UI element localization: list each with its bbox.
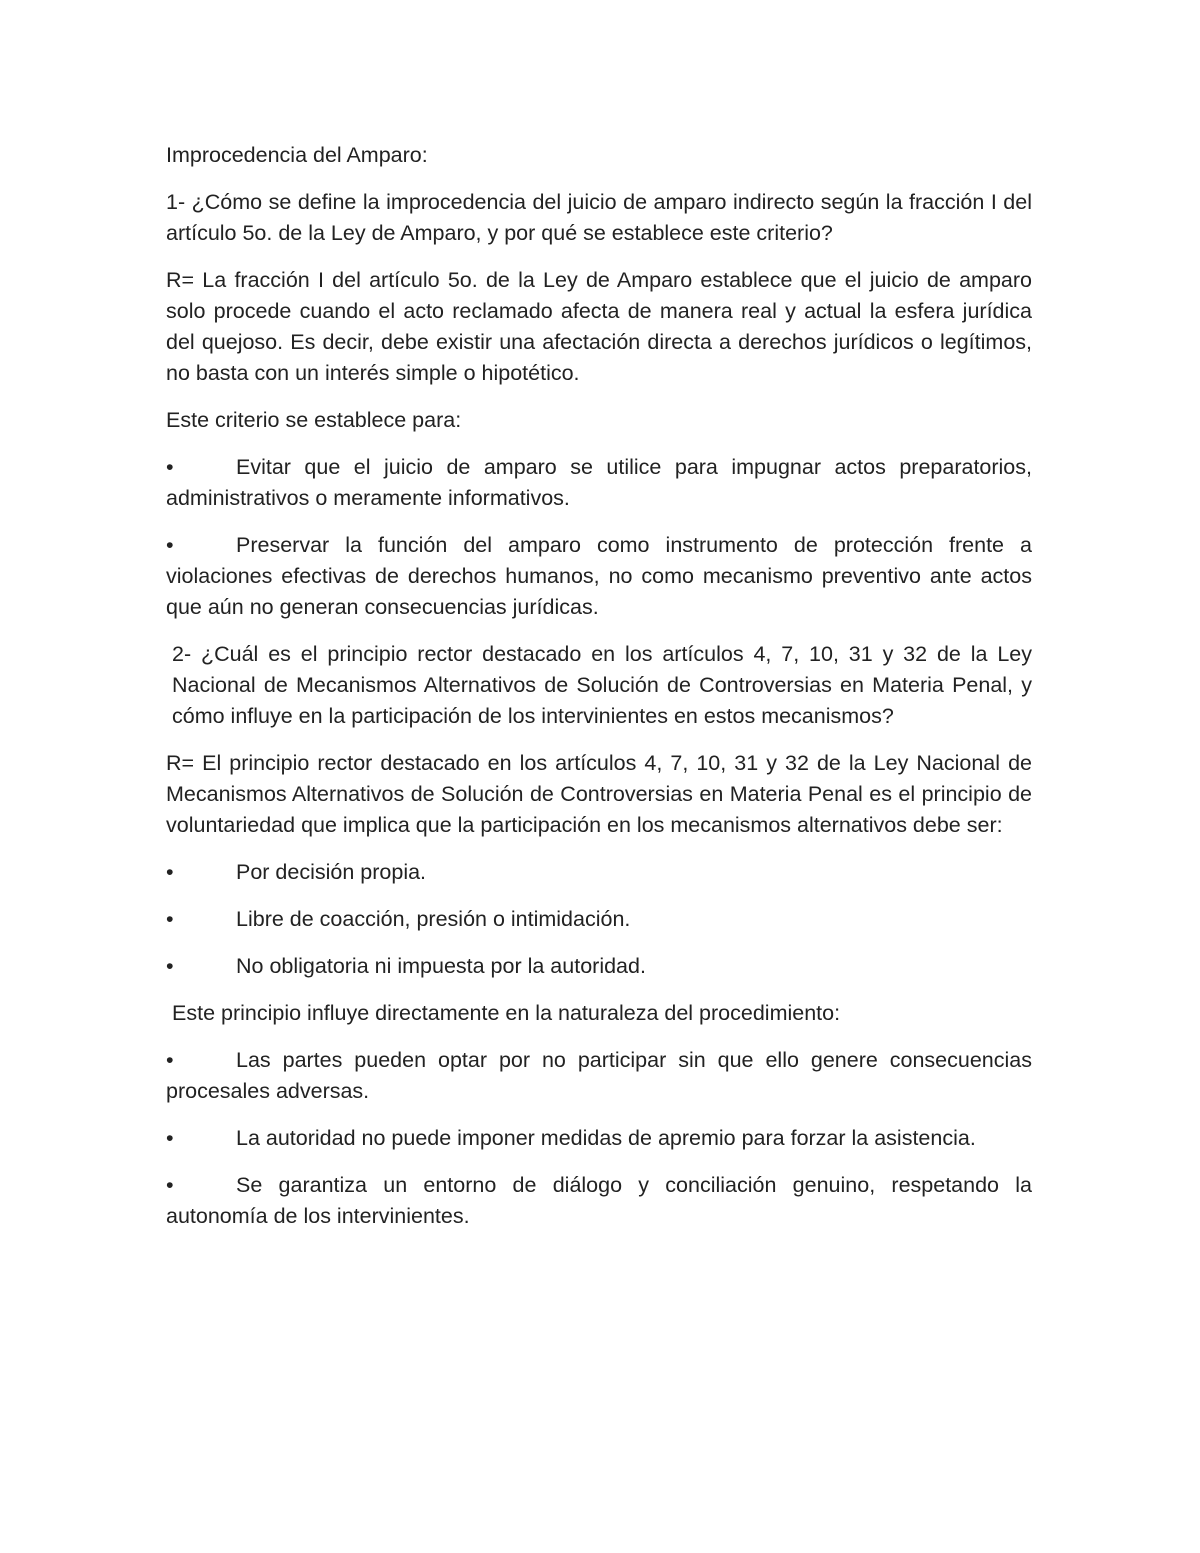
list-item-text: La autoridad no puede imponer medidas de apremio para forzar la asistencia. [236,1126,976,1150]
list-item [166,530,1032,623]
answer-2: R= El principio rector destacado en los artículos 4, 7, 10, 31 y 32 de la Ley Nacional de Mecanismos Alternativos de Solución de Controversias en Materia Penal es el principio de voluntariedad que implica que la participación en los mecanismos alternativos debe ser: [166,751,1032,837]
document-title: Improcedencia del Amparo: [166,143,428,167]
list-item [166,1170,1032,1232]
answer-2-intro: Este principio influye directamente en la naturaleza del procedimiento: [172,1001,841,1025]
bullet-icon: • [166,455,174,479]
list-item-text: Libre de coacción, presión o intimidación. [236,907,631,931]
bullet-icon: • [166,1126,174,1150]
question-1: 1- ¿Cómo se define la improcedencia del juicio de amparo indirecto según la fracción I del artículo 5o. de la Ley de Amparo, y por qué se establece este criterio? [166,190,1032,245]
list-item-text: Se garantiza un entorno de diálogo y conciliación genuino, respetando la autonomía de los intervinientes. [166,1173,1032,1228]
list-item-text: No obligatoria ni impuesta por la autoridad. [236,954,646,978]
list-item-text: Evitar que el juicio de amparo se utilice para impugnar actos preparatorios, administrativos o meramente informativos. [166,455,1032,510]
bullet-icon: • [166,1173,174,1197]
list-item [166,1123,1032,1154]
bullet-icon: • [166,533,174,557]
list-item-text: Por decisión propia. [236,860,427,884]
bullet-icon: • [166,1048,174,1072]
list-item [166,951,1032,982]
list-item [166,857,1032,888]
answer-1: R= La fracción I del artículo 5o. de la Ley de Amparo establece que el juicio de amparo solo procede cuando el acto reclamado afecta de manera real y actual la esfera jurídica del quejoso. Es decir, debe existir una afectación directa a derechos jurídicos o legítimos, no basta con un interés simple o hipotético. [166,268,1032,385]
list-item [166,904,1032,935]
list-item-text: Las partes pueden optar por no participar sin que ello genere consecuencias procesales adversas. [166,1048,1032,1103]
list-item-text: Preservar la función del amparo como instrumento de protección frente a violaciones efectivas de derechos humanos, no como mecanismo preventivo ante actos que aún no generan consecuencias jurídicas. [166,533,1032,619]
answer-1-intro: Este criterio se establece para: [166,408,462,432]
bullet-icon: • [166,907,174,931]
list-item [166,452,1032,514]
bullet-icon: • [166,860,174,884]
list-item [166,1045,1032,1107]
document-body [166,140,1032,1248]
question-2: 2- ¿Cuál es el principio rector destacado en los artículos 4, 7, 10, 31 y 32 de la Ley Nacional de Mecanismos Alternativos de Solución de Controversias en Materia Penal, y cómo influye en la participación de los intervinientes en estos mecanismos? [172,642,1032,728]
bullet-icon: • [166,954,174,978]
